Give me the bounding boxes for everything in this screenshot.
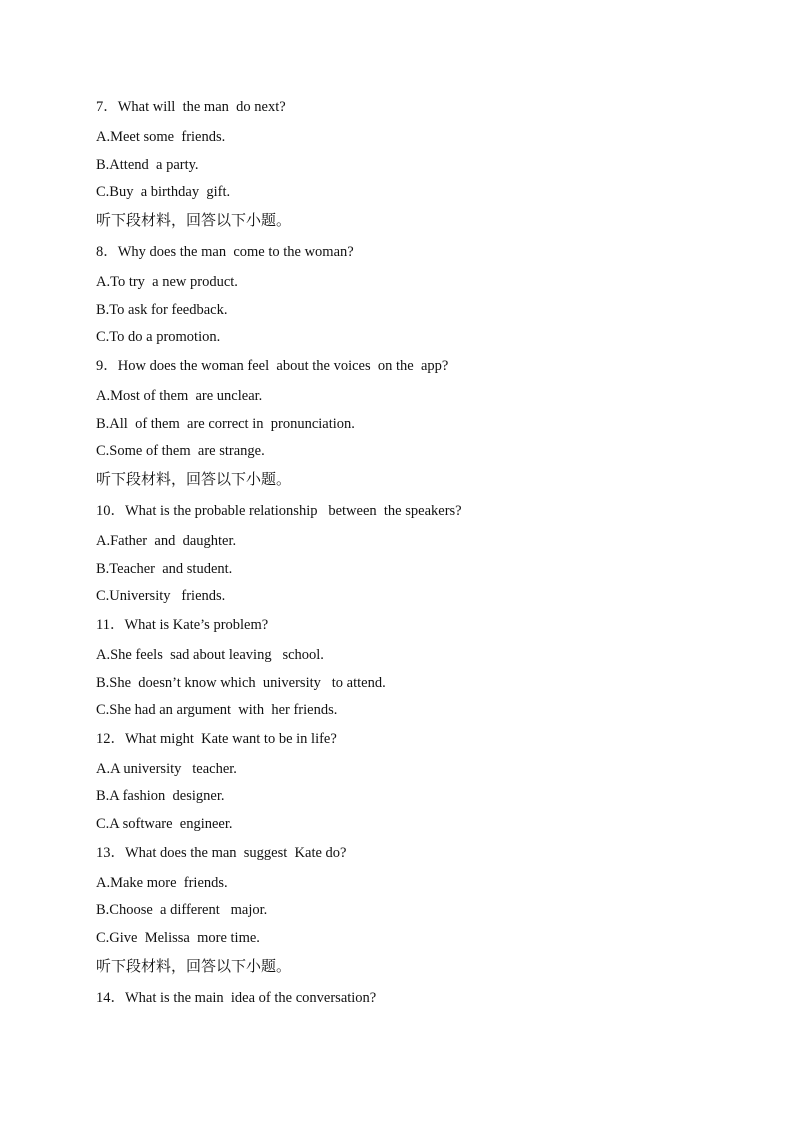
option-9c: C.Some of them are strange.	[96, 443, 265, 459]
option-12c: C.A software engineer.	[96, 816, 233, 832]
option-8a: A.To try a new product.	[96, 274, 238, 290]
option-11c: C.She had an argument with her friends.	[96, 702, 338, 718]
option-11b: B.She doesn’t know which university to attend.	[96, 675, 386, 691]
option-11a: A.She feels sad about leaving school.	[96, 647, 324, 663]
question-9: 9．How does the woman feel about the voices on the app?	[96, 358, 449, 374]
option-13b: B.Choose a different major.	[96, 902, 268, 918]
question-14: 14．What is the main idea of the conversation?	[96, 990, 377, 1006]
option-9a: A.Most of them are unclear.	[96, 388, 263, 404]
option-7a: A.Meet some friends.	[96, 129, 226, 145]
option-10c: C.University friends.	[96, 588, 226, 604]
option-8c: C.To do a promotion.	[96, 329, 221, 345]
section-instruction: 听下段材料，回答以下小题。	[96, 957, 292, 975]
option-8b: B.To ask for feedback.	[96, 302, 228, 318]
question-8: 8．Why does the man come to the woman?	[96, 244, 354, 260]
question-13: 13．What does the man suggest Kate do?	[96, 845, 347, 861]
option-7b: B.Attend a party.	[96, 157, 199, 173]
option-10b: B.Teacher and student.	[96, 561, 233, 577]
question-12: 12．What might Kate want to be in life?	[96, 731, 337, 747]
question-10: 10．What is the probable relationship between the speakers?	[96, 503, 462, 519]
question-11: 11．What is Kate’s problem?	[96, 617, 269, 633]
question-7: 7．What will the man do next?	[96, 99, 286, 115]
section-instruction: 听下段材料，回答以下小题。	[96, 470, 292, 488]
section-instruction: 听下段材料，回答以下小题。	[96, 211, 292, 229]
option-13a: A.Make more friends.	[96, 875, 228, 891]
option-13c: C.Give Melissa more time.	[96, 930, 260, 946]
option-7c: C.Buy a birthday gift.	[96, 184, 231, 200]
option-12a: A.A university teacher.	[96, 761, 237, 777]
option-12b: B.A fashion designer.	[96, 788, 225, 804]
option-10a: A.Father and daughter.	[96, 533, 237, 549]
option-9b: B.All of them are correct in pronunciation.	[96, 416, 355, 432]
